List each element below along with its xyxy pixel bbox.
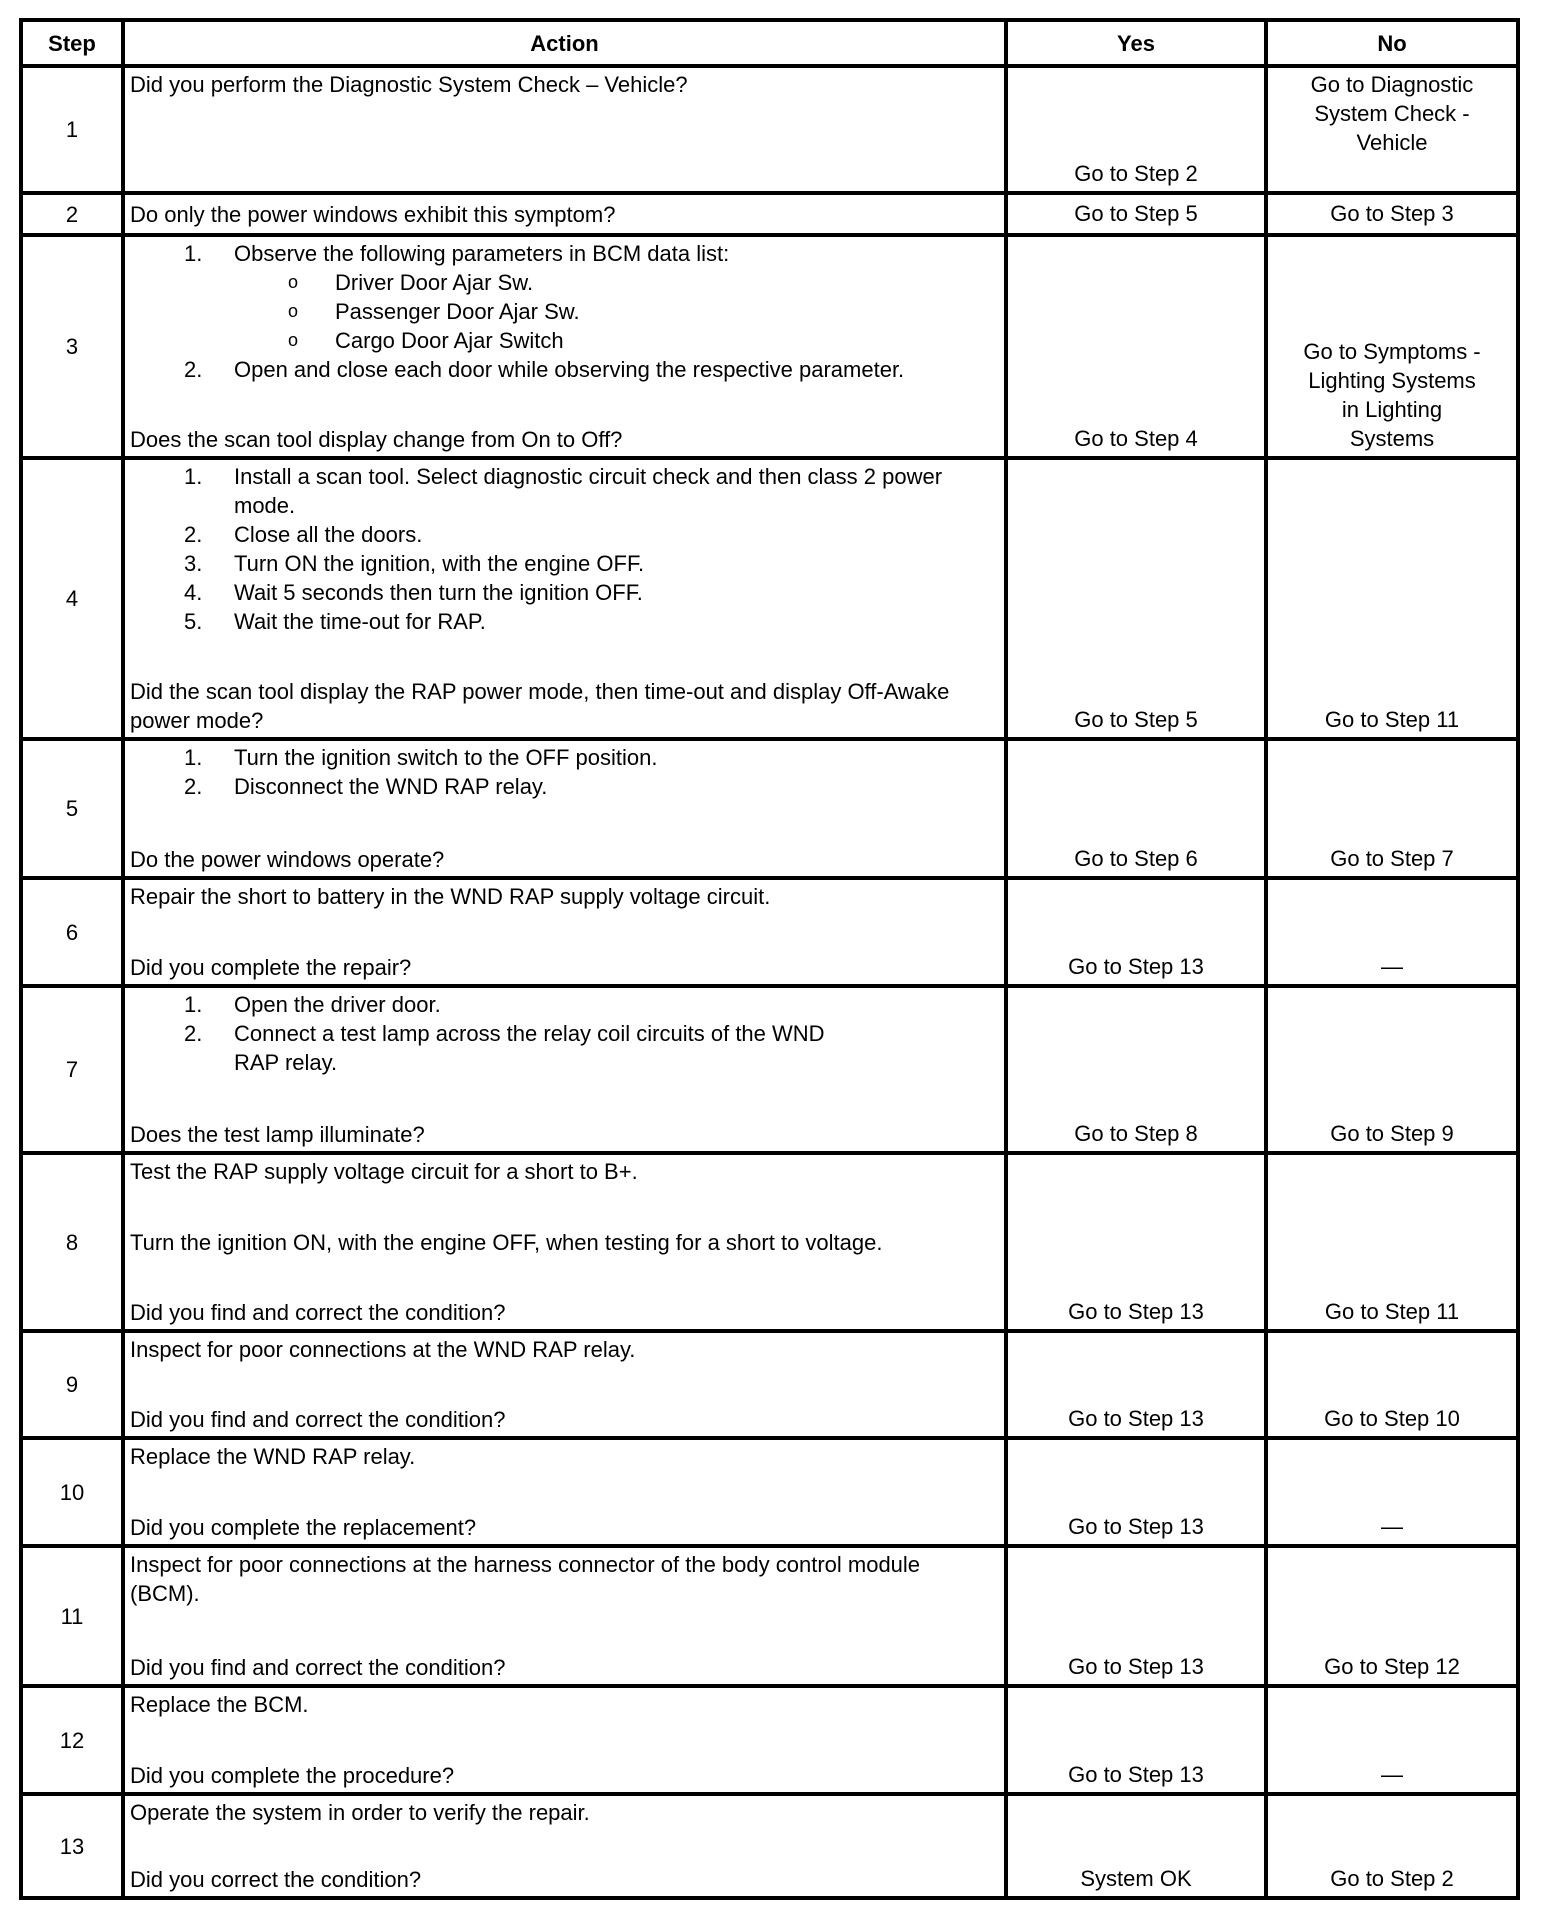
action-cell	[121, 880, 1004, 984]
step-number: 3	[65, 334, 79, 359]
yes-cell	[1004, 460, 1264, 737]
no-result: Go to Step 10	[1324, 1406, 1460, 1431]
step-number: 9	[65, 1372, 79, 1397]
action-cell	[121, 68, 1004, 191]
no-cell	[1264, 1333, 1516, 1436]
no-result: Go to Step 11	[1324, 1299, 1460, 1324]
action-instruction: Operate the system in order to verify the repair.	[130, 1800, 590, 1825]
no-cell	[1264, 68, 1516, 191]
no-result: Go to Step 3	[1330, 201, 1454, 226]
table-row-step-10	[23, 1436, 1516, 1544]
action-question: Did you find and correct the condition?	[130, 1300, 506, 1325]
no-result: —	[1381, 954, 1403, 979]
list-item: 4. Wait 5 seconds then turn the ignition OFF.	[184, 580, 643, 605]
yes-cell	[1004, 237, 1264, 456]
bullet-icon: o	[288, 330, 299, 350]
list-item: 1. Open the driver door.	[184, 992, 441, 1017]
no-cell	[1264, 988, 1516, 1151]
action-question: Did you complete the replacement?	[130, 1515, 477, 1540]
yes-result: Go to Step 13	[1068, 1654, 1204, 1679]
action-instruction: Inspect for poor connections at the WND RAP relay.	[130, 1337, 636, 1362]
yes-cell	[1004, 1688, 1264, 1792]
action-question: Did you complete the procedure?	[130, 1763, 455, 1788]
table-row-step-6	[23, 876, 1516, 984]
list-item: 1. Observe the following parameters in BCM data list:	[184, 241, 730, 266]
no-cell	[1264, 1548, 1516, 1684]
table-row-step-11	[23, 1544, 1516, 1684]
action-question: Did you find and correct the condition?	[130, 1655, 506, 1680]
action-cell	[121, 195, 1004, 233]
action-question: Did you find and correct the condition?	[130, 1407, 506, 1432]
action-cell	[121, 1155, 1004, 1329]
action-question: Did you complete the repair?	[130, 955, 412, 980]
step-number: 10	[59, 1479, 85, 1505]
action-cell	[121, 1548, 1004, 1684]
step-number: 5	[65, 796, 79, 821]
table-row-step-3	[23, 233, 1516, 456]
step-number: 1	[65, 117, 79, 142]
table-row-step-7	[23, 984, 1516, 1151]
no-result: Go to Step 2	[1330, 1866, 1454, 1891]
list-item: 2. Disconnect the WND RAP relay.	[184, 774, 548, 799]
yes-cell	[1004, 195, 1264, 233]
list-item: 5. Wait the time-out for RAP.	[184, 609, 486, 634]
table-row-step-13	[23, 1792, 1516, 1896]
action-question: Does the test lamp illuminate?	[130, 1122, 425, 1147]
header-step: Step	[48, 30, 96, 56]
action-instruction: Replace the WND RAP relay.	[130, 1444, 416, 1469]
yes-cell	[1004, 880, 1264, 984]
step-number: 11	[60, 1603, 84, 1629]
no-result: Go to Step 12	[1324, 1654, 1460, 1679]
table-row-step-8	[23, 1151, 1516, 1329]
action-cell	[121, 460, 1004, 737]
step-number: 12	[59, 1727, 85, 1753]
no-cell	[1264, 195, 1516, 233]
yes-result: Go to Step 13	[1068, 1514, 1204, 1539]
table-row-step-4	[23, 456, 1516, 737]
no-cell	[1264, 237, 1516, 456]
yes-result: Go to Step 5	[1074, 707, 1198, 732]
yes-result: Go to Step 8	[1074, 1121, 1198, 1146]
no-result: —	[1381, 1514, 1403, 1539]
action-instruction: Replace the BCM.	[130, 1692, 309, 1717]
bullet-icon: o	[288, 272, 299, 292]
step-number: 2	[65, 201, 79, 227]
sub-list-item: o Cargo Door Ajar Switch	[288, 328, 564, 353]
bullet-icon: o	[288, 301, 299, 321]
action-question: Did you correct the condition?	[130, 1867, 422, 1892]
action-question: Did the scan tool display the RAP power mode, then time-out and display Off-Awake power mode?	[130, 679, 950, 733]
step-number: 13	[59, 1833, 85, 1859]
yes-cell	[1004, 1333, 1264, 1436]
table-row-step-12	[23, 1684, 1516, 1792]
yes-result: Go to Step 6	[1074, 846, 1198, 871]
action-instruction: Repair the short to battery in the WND RAP supply voltage circuit.	[130, 884, 771, 909]
no-result: Go to Step 7	[1330, 846, 1454, 871]
yes-result: Go to Step 2	[1074, 161, 1198, 186]
action-instruction: Inspect for poor connections at the harness connector of the body control module (BCM).	[130, 1552, 921, 1606]
yes-result: Go to Step 13	[1068, 954, 1204, 979]
yes-result: System OK	[1080, 1866, 1192, 1891]
action-question: Do the power windows operate?	[130, 847, 445, 872]
action-cell	[121, 1333, 1004, 1436]
yes-result: Go to Step 4	[1074, 426, 1198, 451]
no-cell	[1264, 460, 1516, 737]
list-item: 2. Connect a test lamp across the relay coil circuits of the WND RAP relay.	[184, 1021, 825, 1075]
yes-cell	[1004, 1796, 1264, 1896]
step-number: 7	[65, 1057, 79, 1082]
header-action: Action	[121, 22, 1004, 64]
sub-list-item: o Passenger Door Ajar Sw.	[288, 299, 580, 324]
action-cell	[121, 988, 1004, 1151]
action-cell	[121, 1796, 1004, 1896]
diagnostic-table	[19, 18, 1520, 1900]
action-note: Turn the ignition ON, with the engine OFF, when testing for a short to voltage.	[130, 1229, 883, 1255]
list-item: 2. Close all the doors.	[184, 522, 423, 547]
step-number: 8	[65, 1229, 79, 1255]
yes-result: Go to Step 13	[1068, 1406, 1204, 1431]
sub-list-item: o Driver Door Ajar Sw.	[288, 270, 534, 295]
table-row-step-2	[23, 191, 1516, 233]
yes-cell	[1004, 1155, 1264, 1329]
table-row-step-9	[23, 1329, 1516, 1436]
action-instruction: Test the RAP supply voltage circuit for a short to B+.	[130, 1159, 638, 1184]
action-question: Do only the power windows exhibit this symptom?	[130, 201, 616, 227]
yes-cell	[1004, 68, 1264, 191]
action-cell	[121, 237, 1004, 456]
table-row-step-1	[23, 64, 1516, 191]
action-question: Did you perform the Diagnostic System Check – Vehicle?	[130, 72, 688, 97]
step-number: 6	[65, 919, 79, 945]
header-no: No	[1264, 22, 1516, 64]
step-number: 4	[65, 586, 79, 611]
no-cell	[1264, 880, 1516, 984]
no-result: Go to Step 9	[1330, 1121, 1454, 1146]
no-cell	[1264, 1440, 1516, 1544]
no-cell	[1264, 1688, 1516, 1792]
no-result: Go to Symptoms - Lighting Systems in Lighting Systems	[1303, 339, 1481, 451]
list-item: 2. Open and close each door while observing the respective parameter.	[184, 357, 905, 382]
yes-result: Go to Step 13	[1068, 1299, 1204, 1324]
list-item: 3. Turn ON the ignition, with the engine OFF.	[184, 551, 645, 576]
no-result: Go to Step 11	[1324, 707, 1460, 732]
no-cell	[1264, 741, 1516, 876]
yes-result: Go to Step 13	[1068, 1762, 1204, 1787]
yes-cell	[1004, 1440, 1264, 1544]
header-yes: Yes	[1004, 22, 1264, 64]
action-cell	[121, 1688, 1004, 1792]
yes-cell	[1004, 741, 1264, 876]
no-result: Go to Diagnostic System Check - Vehicle	[1310, 72, 1474, 155]
yes-cell	[1004, 1548, 1264, 1684]
table-row-step-5	[23, 737, 1516, 876]
list-item: 1. Install a scan tool. Select diagnostic circuit check and then class 2 power mode.	[184, 464, 943, 518]
yes-result: Go to Step 5	[1074, 201, 1198, 226]
no-cell	[1264, 1155, 1516, 1329]
yes-cell	[1004, 988, 1264, 1151]
table-header-row	[23, 22, 1516, 64]
action-cell	[121, 741, 1004, 876]
list-item: 1. Turn the ignition switch to the OFF position.	[184, 745, 658, 770]
no-result: —	[1381, 1762, 1403, 1787]
action-cell	[121, 1440, 1004, 1544]
action-question: Does the scan tool display change from On to Off?	[130, 427, 623, 452]
no-cell	[1264, 1796, 1516, 1896]
